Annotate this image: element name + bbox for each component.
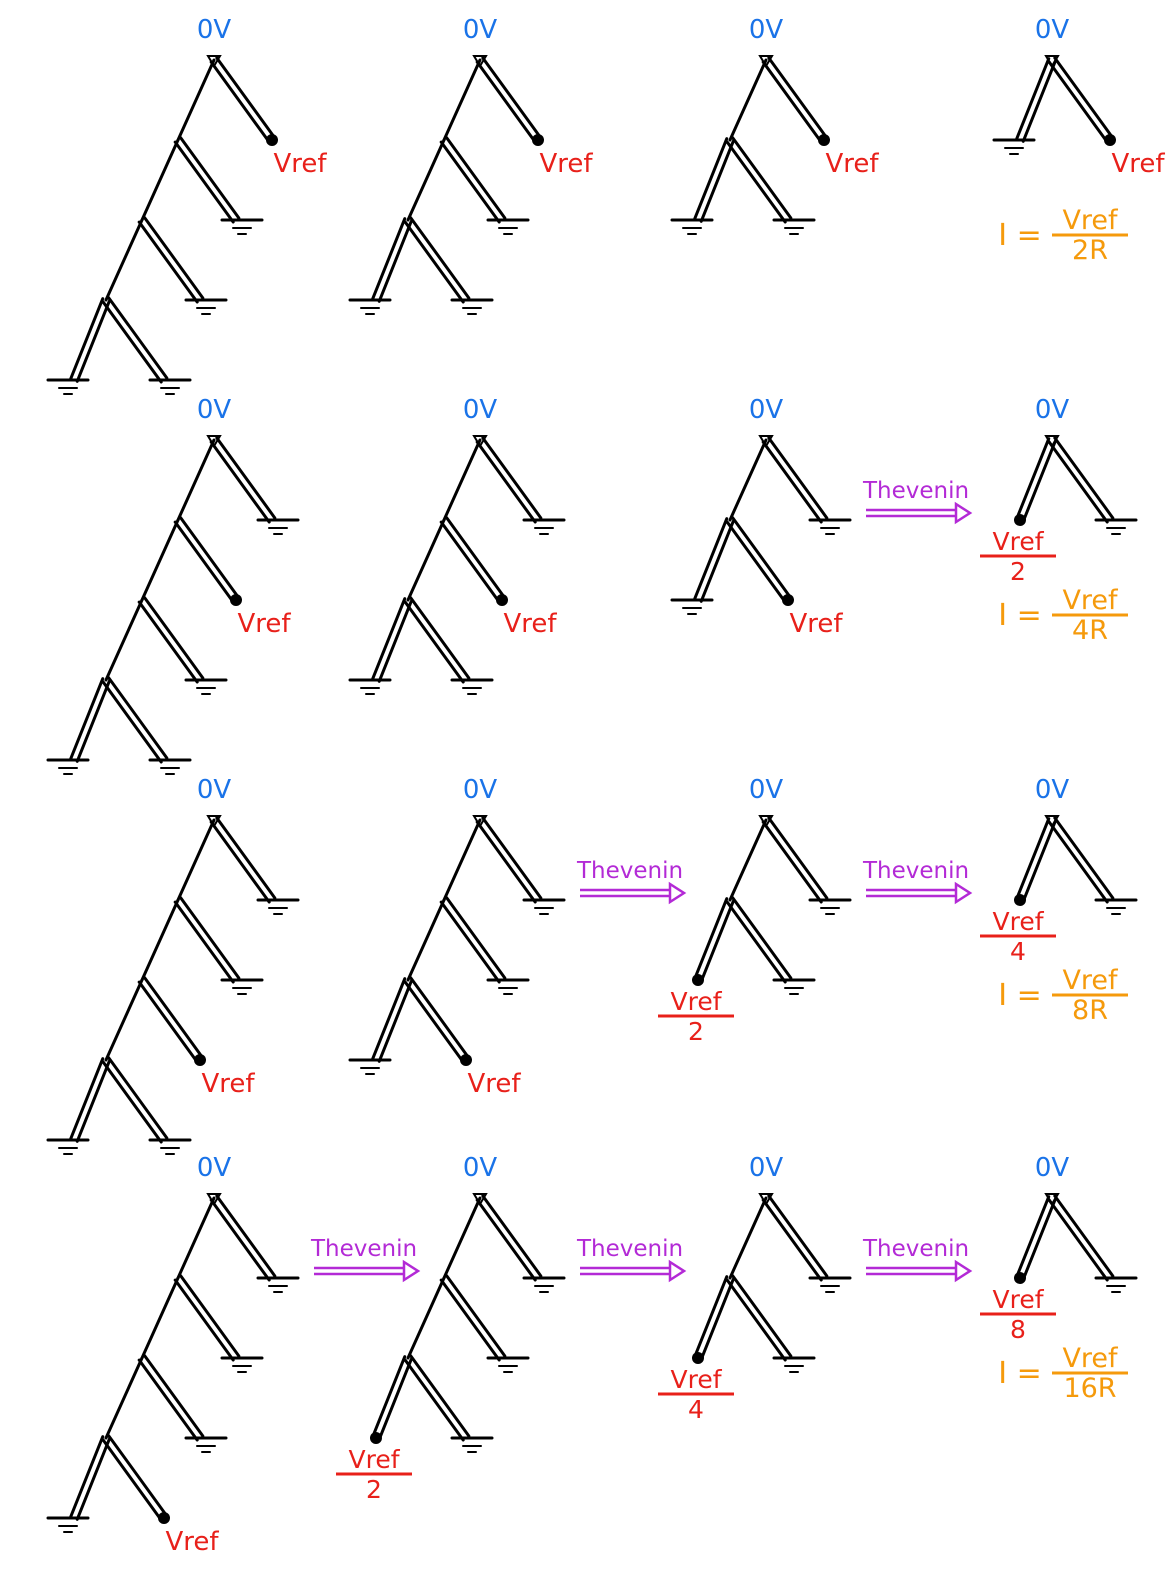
resistor-2r — [211, 442, 269, 522]
ground-icon — [672, 600, 712, 614]
ground-icon — [1096, 900, 1136, 914]
source-label-denominator: 2 — [688, 1017, 704, 1046]
resistor-2r — [727, 142, 785, 222]
resistor-2r — [217, 818, 275, 898]
resistor-2r — [1055, 58, 1113, 138]
source-label-denominator: 4 — [1010, 937, 1026, 966]
source-label-denominator: 4 — [688, 1395, 704, 1424]
top-node-label: 0V — [462, 15, 498, 45]
resistor-2r — [733, 518, 791, 598]
resistor-2r — [411, 598, 469, 678]
resistor-2r — [77, 1439, 109, 1519]
ground-icon — [774, 1358, 814, 1372]
ground-icon — [488, 220, 528, 234]
top-node-label: 0V — [748, 395, 784, 425]
resistor-2r — [1049, 822, 1107, 902]
top-node-label: 0V — [462, 775, 498, 805]
source-label — [980, 527, 1056, 586]
source-terminal-dot — [230, 594, 242, 606]
current-label: I = — [998, 978, 1042, 1013]
resistor-r — [444, 60, 480, 140]
resistor-r — [142, 1278, 178, 1358]
ground-icon — [186, 300, 226, 314]
resistor-2r — [211, 62, 269, 142]
source-label: Vref — [237, 609, 291, 639]
resistor-2r — [373, 219, 405, 299]
ground-icon — [150, 1140, 190, 1154]
current-fraction-numerator: Vref — [1062, 1343, 1118, 1374]
top-node-label: 0V — [196, 15, 232, 45]
thevenin-arrow-label: Thevenin — [862, 478, 970, 504]
ground-icon — [452, 300, 492, 314]
resistor-2r — [109, 298, 167, 378]
resistor-2r — [175, 142, 233, 222]
source-label: Vref — [789, 609, 843, 639]
source-terminal-dot — [1014, 1272, 1026, 1284]
resistor-2r — [1023, 61, 1055, 141]
resistor-2r — [727, 902, 785, 982]
source-terminal-dot — [692, 1352, 704, 1364]
resistor-2r — [379, 601, 411, 681]
resistor-2r — [145, 1356, 203, 1436]
resistor-2r — [77, 1061, 109, 1141]
resistor-2r — [1017, 439, 1049, 519]
ground-icon — [672, 220, 712, 234]
resistor-2r — [483, 58, 541, 138]
resistor-r — [444, 1198, 480, 1278]
source-terminal-dot — [1014, 514, 1026, 526]
resistor-2r — [477, 62, 535, 142]
current-fraction — [1052, 965, 1128, 1026]
resistor-2r — [701, 521, 733, 601]
source-label-denominator: 2 — [1010, 557, 1026, 586]
resistor-2r — [1055, 1196, 1113, 1276]
resistor-2r — [139, 602, 197, 682]
ground-icon — [488, 980, 528, 994]
resistor-2r — [109, 678, 167, 758]
resistor-2r — [71, 679, 103, 759]
resistor-2r — [109, 1436, 167, 1516]
resistor-2r — [145, 598, 203, 678]
resistor-r — [142, 140, 178, 220]
resistor-2r — [379, 981, 411, 1061]
resistor-2r — [733, 1276, 791, 1356]
resistor-r — [142, 900, 178, 980]
resistor-2r — [1055, 438, 1113, 518]
ground-icon — [452, 1438, 492, 1452]
resistor-2r — [483, 438, 541, 518]
resistor-r — [178, 1198, 214, 1278]
source-label: Vref — [467, 1069, 521, 1099]
thevenin-arrow-head — [956, 1262, 970, 1280]
ground-icon — [258, 900, 298, 914]
resistor-r — [106, 980, 142, 1060]
current-fraction — [1052, 205, 1128, 266]
ground-icon — [810, 520, 850, 534]
resistor-2r — [769, 1196, 827, 1276]
resistor-2r — [447, 138, 505, 218]
resistor-r — [730, 60, 766, 140]
resistor-2r — [483, 1196, 541, 1276]
source-label: Vref — [1111, 149, 1165, 179]
ground-icon — [524, 520, 564, 534]
resistor-r — [106, 1358, 142, 1438]
resistor-r — [730, 440, 766, 520]
source-label: Vref — [201, 1069, 255, 1099]
resistor-2r — [211, 1200, 269, 1280]
ground-icon — [350, 680, 390, 694]
current-fraction — [1052, 1343, 1128, 1404]
top-node-label: 0V — [1034, 775, 1070, 805]
resistor-2r — [139, 982, 197, 1062]
source-terminal-dot — [782, 594, 794, 606]
thevenin-arrow-label: Thevenin — [862, 858, 970, 884]
current-fraction-numerator: Vref — [1062, 585, 1118, 616]
resistor-r — [142, 520, 178, 600]
resistor-r — [178, 820, 214, 900]
top-node-label: 0V — [748, 1153, 784, 1183]
source-terminal-dot — [818, 134, 830, 146]
ground-icon — [186, 1438, 226, 1452]
ground-icon — [150, 380, 190, 394]
source-label-numerator: Vref — [992, 1285, 1044, 1314]
source-label-numerator: Vref — [992, 907, 1044, 936]
source-label-numerator: Vref — [992, 527, 1044, 556]
ground-icon — [48, 1140, 88, 1154]
source-label: Vref — [273, 149, 327, 179]
resistor-2r — [695, 519, 727, 599]
resistor-r — [178, 60, 214, 140]
ground-icon — [48, 760, 88, 774]
source-label-numerator: Vref — [670, 1365, 722, 1394]
ground-icon — [452, 680, 492, 694]
ground-icon — [222, 980, 262, 994]
resistor-2r — [477, 1200, 535, 1280]
resistor-r — [106, 220, 142, 300]
source-label-numerator: Vref — [348, 1445, 400, 1474]
source-terminal-dot — [1014, 894, 1026, 906]
ground-icon — [524, 1278, 564, 1292]
resistor-2r — [763, 442, 821, 522]
ground-icon — [150, 760, 190, 774]
ground-icon — [994, 140, 1034, 154]
top-node-label: 0V — [1034, 395, 1070, 425]
resistor-2r — [1023, 1199, 1055, 1279]
source-label — [980, 1285, 1056, 1344]
thevenin-arrow-label: Thevenin — [576, 1236, 684, 1262]
resistor-2r — [477, 442, 535, 522]
resistor-2r — [103, 682, 161, 762]
current-fraction-denominator: 4R — [1072, 615, 1108, 646]
resistor-2r — [181, 1276, 239, 1356]
resistor-2r — [109, 1058, 167, 1138]
top-node-label: 0V — [748, 15, 784, 45]
resistor-2r — [441, 142, 499, 222]
resistor-2r — [441, 1280, 499, 1360]
thevenin-arrow-head — [404, 1262, 418, 1280]
source-terminal-dot — [532, 134, 544, 146]
current-fraction-denominator: 16R — [1063, 1373, 1117, 1404]
ground-icon — [48, 1518, 88, 1532]
current-fraction-numerator: Vref — [1062, 965, 1118, 996]
resistor-2r — [211, 822, 269, 902]
resistor-r — [178, 440, 214, 520]
resistor-2r — [441, 902, 499, 982]
ground-icon — [258, 1278, 298, 1292]
resistor-2r — [727, 522, 785, 602]
resistor-2r — [695, 1277, 727, 1357]
resistor-r — [730, 820, 766, 900]
resistor-2r — [763, 822, 821, 902]
resistor-2r — [145, 978, 203, 1058]
resistor-2r — [103, 1440, 161, 1520]
source-label: Vref — [165, 1527, 219, 1557]
thevenin-arrow-head — [956, 504, 970, 522]
resistor-2r — [769, 818, 827, 898]
current-fraction-numerator: Vref — [1062, 205, 1118, 236]
thevenin-arrow-label: Thevenin — [576, 858, 684, 884]
resistor-2r — [1023, 821, 1055, 901]
ground-icon — [258, 520, 298, 534]
source-terminal-dot — [266, 134, 278, 146]
resistor-2r — [411, 218, 469, 298]
resistor-2r — [77, 301, 109, 381]
resistor-2r — [447, 1276, 505, 1356]
ground-icon — [350, 300, 390, 314]
resistor-r — [444, 440, 480, 520]
resistor-2r — [411, 1356, 469, 1436]
resistor-2r — [447, 518, 505, 598]
resistor-2r — [701, 1279, 733, 1359]
top-node-label: 0V — [196, 775, 232, 805]
ground-icon — [488, 1358, 528, 1372]
thevenin-arrow-head — [956, 884, 970, 902]
resistor-2r — [217, 58, 275, 138]
ground-icon — [186, 680, 226, 694]
resistor-r — [408, 900, 444, 980]
resistor-2r — [411, 978, 469, 1058]
resistor-2r — [447, 898, 505, 978]
source-label: Vref — [539, 149, 593, 179]
source-terminal-dot — [496, 594, 508, 606]
resistor-2r — [405, 602, 463, 682]
source-label: Vref — [503, 609, 557, 639]
resistor-2r — [139, 1360, 197, 1440]
resistor-2r — [695, 899, 727, 979]
ground-icon — [1096, 1278, 1136, 1292]
resistor-2r — [71, 299, 103, 379]
ground-icon — [524, 900, 564, 914]
source-label — [336, 1445, 412, 1504]
resistor-2r — [373, 599, 405, 679]
source-terminal-dot — [194, 1054, 206, 1066]
resistor-2r — [733, 138, 791, 218]
resistor-2r — [71, 1059, 103, 1139]
current-fraction — [1052, 585, 1128, 646]
resistor-r — [408, 140, 444, 220]
source-label: Vref — [825, 149, 879, 179]
resistor-r — [408, 1278, 444, 1358]
current-label: I = — [998, 598, 1042, 633]
resistor-2r — [1049, 442, 1107, 522]
resistor-2r — [405, 222, 463, 302]
top-node-label: 0V — [462, 1153, 498, 1183]
resistor-2r — [477, 822, 535, 902]
ground-icon — [774, 980, 814, 994]
thevenin-arrow-head — [670, 884, 684, 902]
resistor-r — [730, 1198, 766, 1278]
resistor-2r — [441, 522, 499, 602]
source-terminal-dot — [692, 974, 704, 986]
resistor-2r — [769, 58, 827, 138]
top-node-label: 0V — [196, 1153, 232, 1183]
ground-icon — [810, 1278, 850, 1292]
resistor-2r — [379, 1359, 411, 1439]
resistor-2r — [1049, 62, 1107, 142]
top-node-label: 0V — [1034, 15, 1070, 45]
resistor-2r — [769, 438, 827, 518]
resistor-2r — [483, 818, 541, 898]
resistor-2r — [145, 218, 203, 298]
top-node-label: 0V — [462, 395, 498, 425]
resistor-2r — [373, 979, 405, 1059]
thevenin-arrow-label: Thevenin — [310, 1236, 418, 1262]
ground-icon — [774, 220, 814, 234]
resistor-2r — [1055, 818, 1113, 898]
top-node-label: 0V — [1034, 1153, 1070, 1183]
resistor-2r — [763, 62, 821, 142]
resistor-2r — [139, 222, 197, 302]
ground-icon — [222, 220, 262, 234]
resistor-2r — [103, 1062, 161, 1142]
ground-icon — [810, 900, 850, 914]
resistor-2r — [181, 138, 239, 218]
resistor-2r — [727, 1280, 785, 1360]
resistor-2r — [217, 438, 275, 518]
resistor-2r — [701, 141, 733, 221]
current-label: I = — [998, 218, 1042, 253]
resistor-2r — [405, 982, 463, 1062]
resistor-2r — [175, 902, 233, 982]
thevenin-arrow-label: Thevenin — [862, 1236, 970, 1262]
resistor-2r — [1049, 1200, 1107, 1280]
resistor-2r — [175, 522, 233, 602]
resistor-2r — [1023, 441, 1055, 521]
resistor-2r — [701, 901, 733, 981]
source-terminal-dot — [370, 1432, 382, 1444]
source-terminal-dot — [460, 1054, 472, 1066]
current-fraction-denominator: 8R — [1072, 995, 1108, 1026]
resistor-2r — [733, 898, 791, 978]
resistor-2r — [379, 221, 411, 301]
source-label — [980, 907, 1056, 966]
source-terminal-dot — [1104, 134, 1116, 146]
current-label: I = — [998, 1356, 1042, 1391]
source-terminal-dot — [158, 1512, 170, 1524]
resistor-r — [444, 820, 480, 900]
top-node-label: 0V — [196, 395, 232, 425]
resistor-2r — [181, 518, 239, 598]
resistor-2r — [373, 1357, 405, 1437]
ground-icon — [48, 380, 88, 394]
resistor-2r — [1017, 59, 1049, 139]
thevenin-arrow-head — [670, 1262, 684, 1280]
resistor-r — [106, 600, 142, 680]
resistor-2r — [71, 1437, 103, 1517]
top-node-label: 0V — [748, 775, 784, 805]
resistor-2r — [695, 139, 727, 219]
source-label-numerator: Vref — [670, 987, 722, 1016]
resistor-2r — [1017, 1197, 1049, 1277]
ground-icon — [1096, 520, 1136, 534]
current-fraction-denominator: 2R — [1072, 235, 1108, 266]
source-label — [658, 1365, 734, 1424]
source-label-denominator: 8 — [1010, 1315, 1026, 1344]
source-label-denominator: 2 — [366, 1475, 382, 1504]
ground-icon — [222, 1358, 262, 1372]
ground-icon — [350, 1060, 390, 1074]
ladder-labels — [165, 15, 1165, 1557]
resistor-2r — [217, 1196, 275, 1276]
resistor-2r — [77, 681, 109, 761]
resistor-2r — [763, 1200, 821, 1280]
resistor-2r — [1017, 819, 1049, 899]
resistor-2r — [175, 1280, 233, 1360]
resistor-2r — [181, 898, 239, 978]
resistor-r — [408, 520, 444, 600]
source-label — [658, 987, 734, 1046]
resistor-2r — [405, 1360, 463, 1440]
resistor-2r — [103, 302, 161, 382]
